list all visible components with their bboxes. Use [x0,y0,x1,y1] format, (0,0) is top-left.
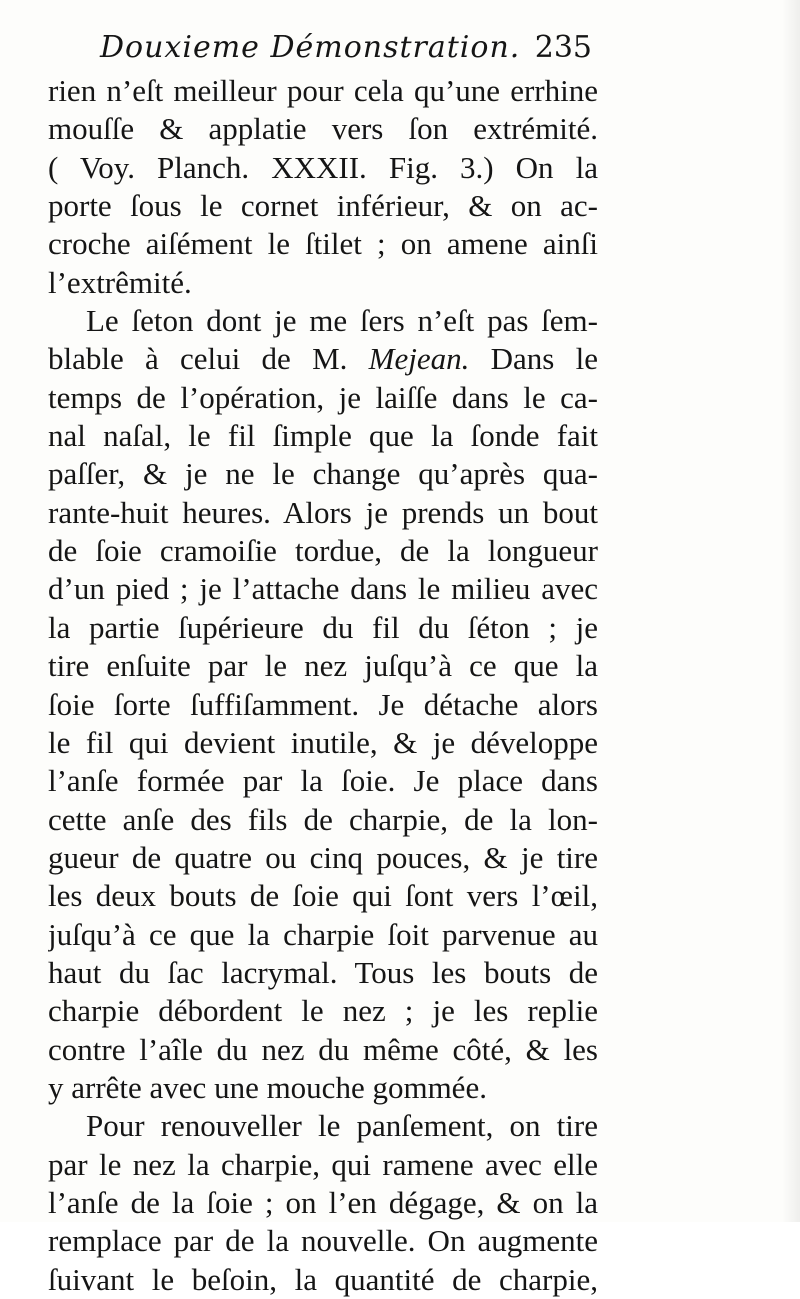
page-number: 235 [534,30,592,65]
text-line: juſqu’à ce que la charpie ſoit parvenue au [48,916,598,952]
text-line: haut du ſac lacrymal. Tous les bouts de [48,954,598,990]
text-line: contre l’aîle du nez du même côté, & les [48,1031,598,1067]
text-line: ſoie ſorte ſuffiſamment. Je détache alors [48,686,598,722]
text-line: paſſer, & je ne le change qu’après qua- [48,456,598,492]
text-line: de ſoie cramoiſie tordue, de la longueur [48,533,598,569]
text-run: blable à celui de M. [48,341,348,377]
text-line: la partie ſupérieure du fil du ſéton ; je [48,609,598,645]
text-line: remplace par de la nouvelle. On augmente [48,1223,598,1259]
running-head: Douxieme Démonstration. [100,30,521,65]
text-line: les deux bouts de ſoie qui ſont vers l’œil, [48,878,598,914]
text-line: rante-huit heures. Alors je prends un bout [48,494,598,530]
text-line: tire enſuite par le nez juſqu’à ce que la [48,648,598,684]
page-header [100,26,592,70]
text-line: l’anſe de la ſoie ; on l’en dégage, & on la [48,1184,598,1220]
text-run: Dans le [490,341,598,377]
italic-name: Mejean. [368,341,470,377]
text-line: d’un pied ; je l’attache dans le milieu avec [48,571,598,607]
text-line: charpie débordent le nez ; je les replie [48,993,598,1029]
text-line: ( Voy. Planch. XXXII. Fig. 3.) On la [48,149,598,185]
text-line: mouſſe & applatie vers ſon extrémité. [48,111,598,147]
text-line: l’extrêmité. [48,264,192,300]
text-line: par le nez la charpie, qui ramene avec elle [48,1146,598,1182]
paragraph-first-line: Pour renouveller le panſement, on tire [86,1108,598,1144]
text-line: ſuivant le beſoin, la quantité de charpie, [48,1261,598,1297]
text-line: cette anſe des fils de charpie, de la lon- [48,801,598,837]
body-text [48,72,598,1299]
text-line: nal naſal, le fil ſimple que la ſonde fait [48,418,598,454]
text-line: porte ſous le cornet inférieur, & on ac- [48,188,598,224]
paragraph-first-line: Le ſeton dont je me ſers n’eſt pas ſem- [86,303,598,339]
text-line: rien n’eſt meilleur pour cela qu’une errhine [48,73,598,108]
text-line [48,340,598,378]
text-line: le fil qui devient inutile, & je développe [48,724,598,760]
scan-shadow [782,0,800,1222]
text-line: temps de l’opération, je laiſſe dans le ca- [48,379,598,415]
text-line: croche aiſément le ſtilet ; on amene ainſi [48,226,598,262]
text-line: l’anſe formée par la ſoie. Je place dans [48,763,598,799]
text-line: gueur de quatre ou cinq pouces, & je tire [48,839,598,875]
text-line: y arrête avec une mouche gommée. [48,1069,487,1105]
